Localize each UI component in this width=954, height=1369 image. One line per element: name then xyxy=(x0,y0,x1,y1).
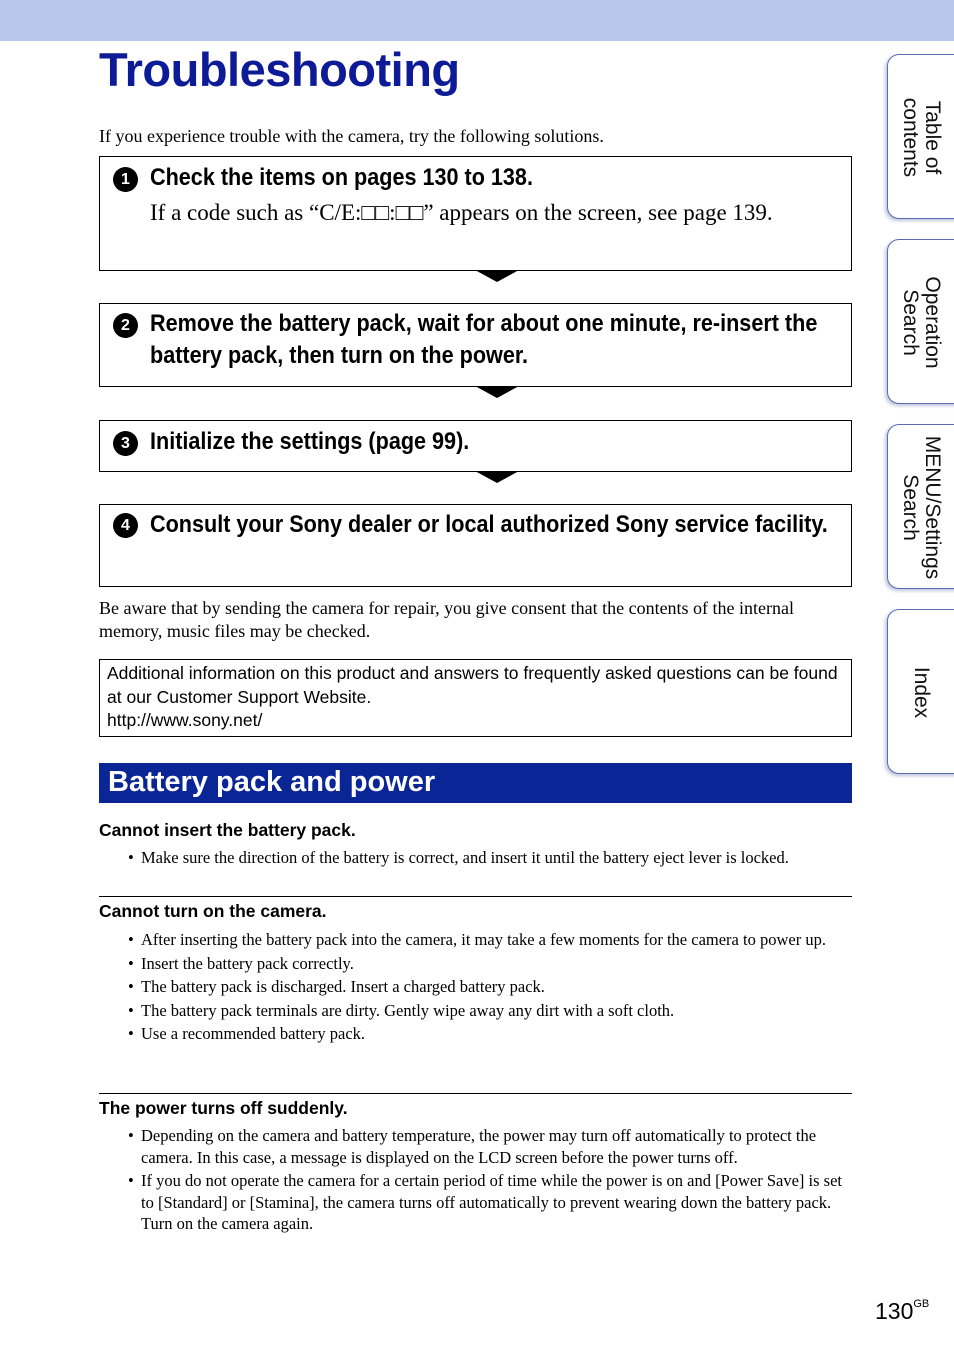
problem-heading-turn-on: Cannot turn on the camera. xyxy=(99,901,327,921)
page-number-value: 130 xyxy=(875,1298,914,1324)
step-4-heading: Consult your Sony dealer or local authorized Sony service facility. xyxy=(150,511,828,538)
tab-label: MENU/Settings xyxy=(921,435,944,580)
problem-heading-insert: Cannot insert the battery pack. xyxy=(99,820,356,840)
problem-solutions-insert xyxy=(128,847,853,871)
down-arrow-icon xyxy=(475,386,519,398)
tab-operation-search[interactable] xyxy=(887,239,954,404)
intro-text: If you experience trouble with the camera, try the following solutions. xyxy=(99,126,604,146)
top-banner xyxy=(0,0,954,41)
page-title: Troubleshooting xyxy=(99,43,460,96)
step-3-heading: Initialize the settings (page 99). xyxy=(150,428,470,455)
list-item: • Depending on the camera and battery temperature, the power may turn off automatically to protect the camera. In this case, a message is displayed on the LCD screen before the power turns off. xyxy=(128,1125,853,1168)
page-number xyxy=(875,1289,929,1326)
step-2-box xyxy=(99,303,852,387)
problem-heading-power-off: The power turns off suddenly. xyxy=(99,1098,348,1118)
step-number-4: 4 xyxy=(113,513,138,538)
tab-label: contents xyxy=(899,97,922,178)
support-info-box xyxy=(99,659,852,737)
support-website-link[interactable]: http://www.sony.net/ xyxy=(107,710,263,730)
tab-label: Index xyxy=(910,666,933,719)
tab-index[interactable] xyxy=(887,609,954,774)
step-number-3: 3 xyxy=(113,431,138,456)
down-arrow-icon xyxy=(475,471,519,483)
step-1-heading: Check the items on pages 130 to 138. xyxy=(150,164,533,191)
list-item: • Insert the battery pack correctly. xyxy=(128,953,853,975)
problem-solutions-power-off xyxy=(128,1125,853,1237)
section-heading-battery: Battery pack and power xyxy=(99,763,852,803)
step-2-heading: Remove the battery pack, wait for about one minute, re-insert the battery pack, then turn on the power. xyxy=(150,310,818,369)
tab-table-of-contents[interactable] xyxy=(887,54,954,219)
down-arrow-icon xyxy=(475,270,519,282)
step-number-2: 2 xyxy=(113,313,138,338)
list-item: • If you do not operate the camera for a certain period of time while the power is on and [Power Save] is set to [Standard] or [Stamina], the camera turns off automatically to prevent wearing down the battery pack. Turn on the camera again. xyxy=(128,1170,853,1235)
tab-label: Table of xyxy=(921,100,944,175)
list-item: • The battery pack terminals are dirty. Gently wipe away any dirt with a soft cloth. xyxy=(128,1000,853,1022)
divider xyxy=(99,1093,852,1094)
list-item: • The battery pack is discharged. Insert a charged battery pack. xyxy=(128,976,853,998)
list-item: • Make sure the direction of the battery is correct, and insert it until the battery eject lever is locked. xyxy=(128,847,853,869)
step-4-box xyxy=(99,504,852,587)
problem-solutions-turn-on xyxy=(128,929,853,1047)
support-info-text: Additional information on this product and answers to frequently asked questions can be found at our Customer Support Website. xyxy=(107,663,838,707)
step-1-detail: If a code such as “C/E:□□:□□” appears on the screen, see page 139. xyxy=(150,200,773,225)
tab-menu-settings-search[interactable] xyxy=(887,424,954,589)
list-item: • After inserting the battery pack into the camera, it may take a few moments for the camera to power up. xyxy=(128,929,853,951)
repair-consent-note: Be aware that by sending the camera for repair, you give consent that the contents of the internal memory, music files may be checked. xyxy=(99,598,795,641)
step-number-1: 1 xyxy=(113,167,138,192)
list-item: • Use a recommended battery pack. xyxy=(128,1023,853,1045)
page-region-suffix: GB xyxy=(913,1298,930,1310)
tab-label: Operation xyxy=(921,276,944,369)
tab-label: Search xyxy=(899,474,922,541)
step-3-box xyxy=(99,420,852,472)
divider xyxy=(99,896,852,897)
tab-label: Search xyxy=(899,289,922,356)
step-1-box xyxy=(99,156,852,271)
